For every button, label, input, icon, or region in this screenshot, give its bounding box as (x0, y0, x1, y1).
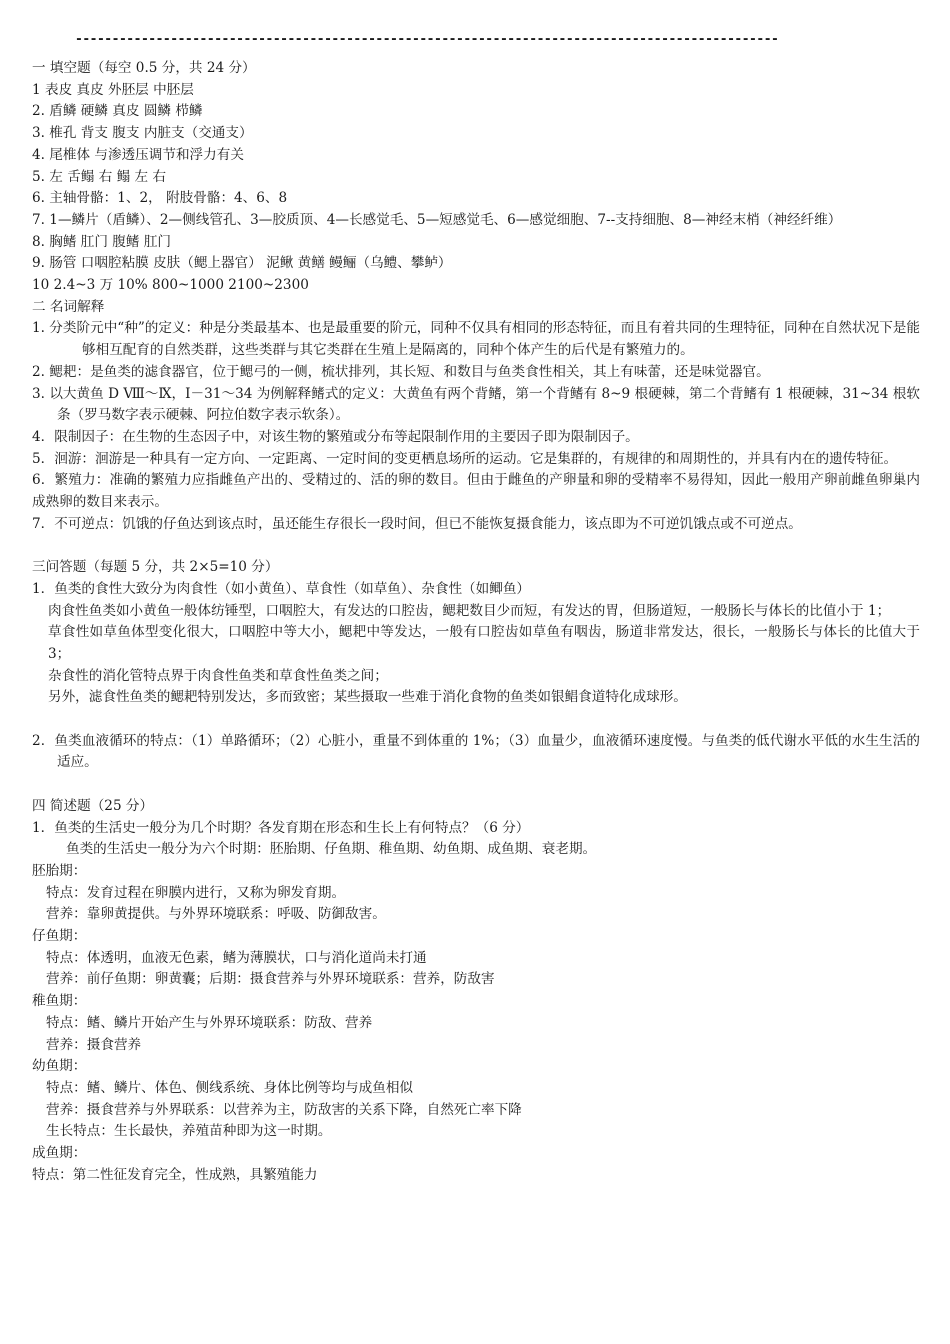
essay-answer-intro: 鱼类的生活史一般分为六个时期：胚胎期、仔鱼期、稚鱼期、幼鱼期、成鱼期、衰老期。 (66, 841, 597, 858)
question-2: 2．鱼类血液循环的特点：（1）单路循环；（2）心脏小，重量不到体重的 1%；（3）血量少，血液循环速度慢。与鱼类的低代谢水平低的水生生活的适应。 (32, 732, 920, 771)
question-1-answer-line: 另外，滤食性鱼类的鳃耙特别发达，多而致密；某些摄取一些难于消化食物的鱼类如银鲳食道特化成球形。 (48, 689, 687, 706)
term-item-4: 4．限制因子：在生物的生态因子中，对该生物的繁殖或分布等起限制作用的主要因子即为限制因子。 (32, 428, 639, 445)
fill-item-7: 7. 1—鳞片（盾鳞）、2—侧线管孔、3—胶质顶、4—长感觉毛、5—短感觉毛、6—感觉细胞、7--支持细胞、8—神经末梢（神经纤维） (32, 211, 842, 228)
stage-detail: 特点：发育过程在卵膜内进行，又称为卵发育期。 (46, 884, 346, 901)
section-4-heading: 四 简述题（25 分） (32, 797, 154, 814)
question-1-answer-line: 草食性如草鱼体型变化很大，口咽腔中等大小，鳃耙中等发达，一般有口腔齿如草鱼有咽齿，肠道非常发达，很长，一般肠长与体长的比值大于 3； (48, 624, 920, 662)
question-1-answer-line: 肉食性鱼类如小黄鱼一般体纺锤型，口咽腔大，有发达的口腔齿，鳃耙数目少而短，有发达的胃，但肠道短，一般肠长与体长的比值小于 1； (48, 602, 891, 619)
term-item-5: 5．洄游：洄游是一种具有一定方向、一定距离、一定时间的变更栖息场所的运动。它是集群的，有规律的和周期性的，并具有内在的遗传特征。 (32, 450, 898, 467)
fill-item-6: 6. 主轴骨骼：1、2， 附肢骨骼：4、6、8 (32, 190, 288, 207)
stage-heading: 幼鱼期： (32, 1058, 87, 1075)
stage-heading: 胚胎期： (32, 862, 87, 879)
stage-heading: 稚鱼期： (32, 993, 87, 1010)
stage-heading: 仔鱼期： (32, 928, 87, 945)
fill-item-1: 1 表皮 真皮 外胚层 中胚层 (32, 81, 194, 98)
section-1-heading: 一 填空题（每空 0.5 分，共 24 分） (32, 60, 256, 76)
stage-detail: 营养：前仔鱼期：卵黄囊；后期：摄食营养与外界环境联系：营养，防敌害 (46, 971, 495, 988)
fill-item-3: 3. 椎孔 背支 腹支 内脏支（交通支） (32, 125, 253, 142)
term-item-2: 2. 鳃耙：是鱼类的滤食器官，位于鳃弓的一侧，梳状排列，其长短、和数目与鱼类食性相关，其上有味蕾，还是味觉器官。 (32, 363, 770, 380)
fill-item-9: 9. 肠管 口咽腔粘膜 皮肤（鳃上器官） 泥鳅 黄鳝 鳗鲡（乌鳢、攀鲈） (32, 255, 452, 272)
essay-question-1: 1．鱼类的生活史一般分为几个时期？各发育期在形态和生长上有何特点？（6 分） (32, 819, 530, 836)
question-1-answer-line: 杂食性的消化管特点界于肉食性鱼类和草食性鱼类之间； (48, 667, 388, 684)
stage-detail: 特点：鳍、鳞片开始产生与外界环境联系：防敌、营养 (46, 1014, 373, 1031)
fill-item-10: 10 2.4~3 万 10% 800~1000 2100~2300 (32, 277, 309, 294)
term-item-3: 3. 以大黄鱼 D Ⅷ～Ⅸ，Ⅰ－31～34 为例解释鳍式的定义：大黄鱼有两个背鳍，第一个背鳍有 8~9 根硬棘，第二个背鳍有 1 根硬棘，31~34 根软条（罗马数字表示硬棘、阿拉伯数字表示软条）。 (32, 385, 920, 424)
answer-document (32, 58, 920, 1187)
stage-detail: 营养：靠卵黄提供。与外界环境联系：呼吸、防御敌害。 (46, 906, 386, 923)
stage-heading: 成鱼期： (32, 1145, 87, 1162)
stage-detail: 营养：摄食营养 (46, 1036, 142, 1053)
fill-item-8: 8. 胸鳍 肛门 腹鳍 肛门 (32, 233, 172, 250)
fill-item-5: 5. 左 舌鳎 右 鳎 左 右 (32, 168, 167, 185)
top-divider: ------------------------------------------------------------------------------------------------ (75, 32, 779, 47)
term-item-1: 1. 分类阶元中“种”的定义：种是分类最基本、也是最重要的阶元，同种不仅具有相同的形态特征，而且有着共同的生理特征，同种在自然状况下是能够相互配育的自然类群，这些类群与其它类群在生殖上是隔离的，同种个体产生的后代是有繁殖力的。 (32, 320, 920, 359)
section-3-heading: 三问答题（每题 5 分，共 2×5=10 分） (32, 559, 279, 576)
question-1: 1．鱼类的食性大致分为肉食性（如小黄鱼）、草食性（如草鱼）、杂食性（如鲫鱼） (32, 580, 531, 597)
term-item-7: 7．不可逆点：饥饿的仔鱼达到该点时，虽还能生存很长一段时间，但已不能恢复摄食能力，该点即为不可逆饥饿点或不可逆点。 (32, 515, 802, 532)
section-2-heading: 二 名词解释 (32, 298, 105, 315)
stage-detail: 生长特点：生长最快，养殖苗种即为这一时期。 (46, 1123, 332, 1140)
fill-item-2: 2. 盾鳞 硬鳞 真皮 圆鳞 栉鳞 (32, 103, 203, 120)
stage-detail: 特点：鳍、鳞片、体色、侧线系统、身体比例等均与成鱼相似 (46, 1080, 414, 1096)
term-item-6: 6．繁殖力：准确的繁殖力应指雌鱼产出的、受精过的、活的卵的数目。但由于雌鱼的产卵量和卵的受精率不易得知，因此一般用产卵前雌鱼卵巢内成熟卵的数目来表示。 (32, 472, 920, 511)
stage-detail: 营养：摄食营养与外界联系：以营养为主，防敌害的关系下降，自然死亡率下降 (46, 1101, 522, 1118)
stage-detail: 特点：第二性征发育完全，性成熟，具繁殖能力 (32, 1166, 318, 1183)
stage-detail: 特点：体透明，血液无色素，鳍为薄膜状，口与消化道尚未打通 (46, 949, 427, 966)
fill-item-4: 4. 尾椎体 与渗透压调节和浮力有关 (32, 146, 244, 163)
